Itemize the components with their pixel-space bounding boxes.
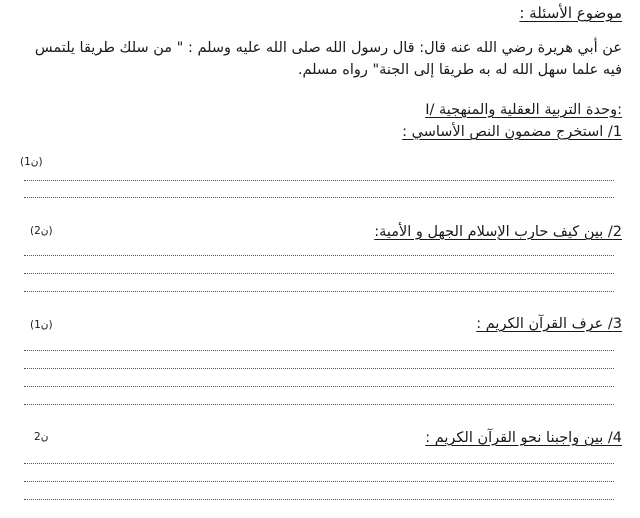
- hadith-line-2: فيه علما سهل الله له به طريقا إلى الجنة" رواه مسلم.: [297, 62, 622, 78]
- answer-line: [24, 499, 614, 500]
- page-title: موضوع الأسئلة :: [519, 4, 622, 22]
- answer-line: [24, 350, 614, 351]
- question-2-text: 2/ بين كيف حارب الإسلام الجهل و الأمية:: [374, 224, 622, 240]
- answer-line: [24, 404, 614, 405]
- question-3-text: 3/ عرف القرآن الكريم :: [476, 316, 622, 332]
- answer-line: [24, 180, 614, 181]
- question-2-points: (2ن): [30, 225, 53, 237]
- answer-line: [24, 273, 614, 274]
- question-3-points: (1ن): [30, 319, 53, 331]
- question-1-points: (1ن): [20, 156, 43, 168]
- answer-line: [24, 481, 614, 482]
- answer-line: [24, 368, 614, 369]
- question-4-text: 4/ بين واجبنا نحو القرآن الكريم :: [425, 430, 622, 446]
- answer-line: [24, 291, 614, 292]
- hadith-line-1: عن أبي هريرة رضي الله عنه قال: قال رسول الله صلى الله عليه وسلم : " من سلك طريقا يلتمس: [34, 40, 622, 56]
- section-heading: I/ وحدة التربية العقلية والمنهجية:: [425, 102, 622, 118]
- answer-line: [24, 197, 614, 198]
- answer-line: [24, 463, 614, 464]
- answer-line: [24, 255, 614, 256]
- question-1-text: 1/ استخرج مضمون النص الأساسي :: [402, 124, 622, 140]
- question-4-points: 2ن: [34, 431, 49, 443]
- answer-line: [24, 386, 614, 387]
